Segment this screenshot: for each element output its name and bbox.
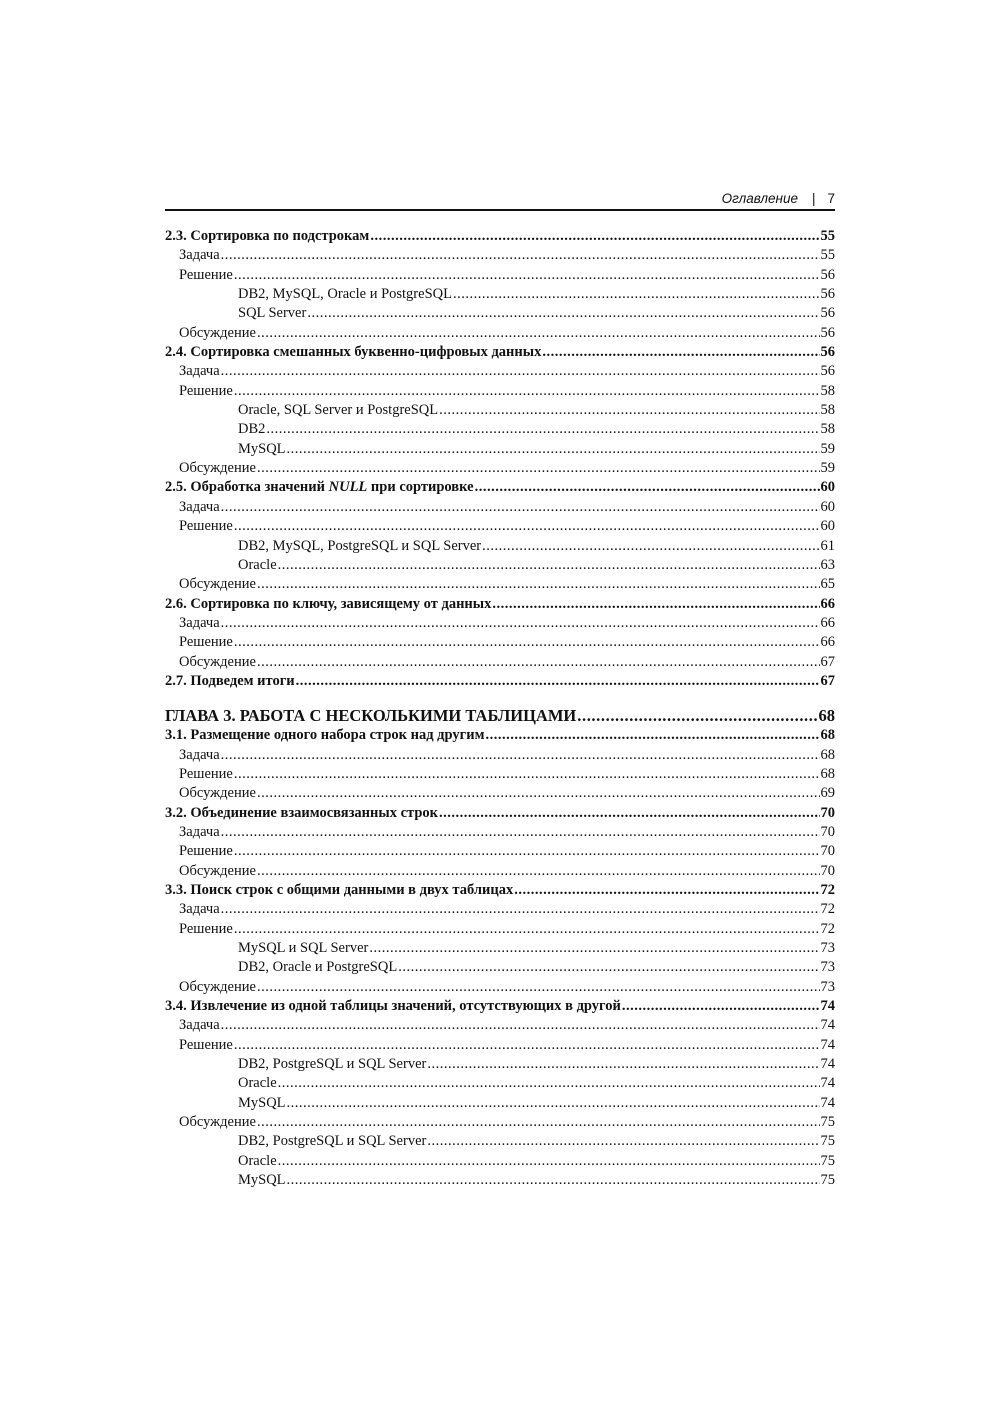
toc-entry[interactable]	[165, 653, 835, 672]
toc-section-entry[interactable]	[165, 478, 835, 497]
dot-leader	[398, 958, 819, 977]
dot-leader	[427, 1132, 819, 1151]
toc-entry-page: 74	[820, 998, 835, 1015]
toc-entry-title: Обсуждение	[179, 785, 256, 802]
toc-entry[interactable]	[165, 324, 835, 343]
toc-entry-page: 75	[820, 1172, 835, 1189]
toc-entry-title: Решение	[179, 843, 233, 860]
toc-entry-page: 74	[820, 1056, 835, 1073]
toc-entry-title: Oracle, SQL Server и PostgreSQL	[238, 402, 439, 419]
dot-leader	[482, 537, 819, 556]
toc-entry-title: MySQL	[238, 440, 286, 457]
dot-leader	[369, 939, 819, 958]
toc-entry[interactable]	[165, 900, 835, 919]
toc-entry[interactable]	[165, 401, 835, 420]
toc-section-entry[interactable]	[165, 343, 835, 362]
toc-entry-title: DB2, MySQL, Oracle и PostgreSQL	[238, 286, 452, 303]
toc-chapter-entry[interactable]	[165, 706, 835, 726]
toc-entry-page: 75	[820, 1152, 835, 1169]
dot-leader	[257, 1113, 820, 1132]
toc-entry[interactable]	[165, 1055, 835, 1074]
toc-entry-title: Обсуждение	[179, 978, 256, 995]
dot-leader	[542, 343, 819, 362]
toc-entry[interactable]	[165, 304, 835, 323]
dot-leader	[234, 382, 820, 401]
toc-entry-title: Решение	[179, 382, 233, 399]
toc-entry-page: 68	[820, 727, 835, 744]
toc-entry[interactable]	[165, 765, 835, 784]
page-number: 7	[827, 190, 835, 206]
toc-entry[interactable]	[165, 1016, 835, 1035]
toc-entry-page: 60	[820, 479, 835, 496]
dot-leader	[257, 784, 820, 803]
toc-entry-title: SQL Server	[238, 305, 307, 322]
toc-entry[interactable]	[165, 1171, 835, 1190]
dot-leader	[257, 459, 820, 478]
toc-entry-page: 74	[820, 1075, 835, 1092]
toc-entry[interactable]	[165, 958, 835, 977]
dot-leader	[287, 1171, 820, 1190]
toc-entry-page: 56	[820, 266, 835, 283]
toc-entry-title: Задача	[179, 498, 220, 515]
dot-leader	[221, 1016, 820, 1035]
toc-entry-title: MySQL и SQL Server	[238, 940, 369, 957]
toc-section-entry[interactable]	[165, 672, 835, 691]
toc-entry-page: 59	[820, 460, 835, 477]
toc-entry-title: 3.3. Поиск строк с общими данными в двух таблицах	[165, 882, 514, 898]
toc-entry[interactable]	[165, 1036, 835, 1055]
toc-entry-title: Задача	[179, 614, 220, 631]
toc-entry-title: Решение	[179, 765, 233, 782]
toc-entry-page: 72	[820, 901, 835, 918]
toc-entry-page: 63	[820, 556, 835, 573]
toc-entry[interactable]	[165, 1094, 835, 1113]
toc-entry-title: Задача	[179, 1017, 220, 1034]
dot-leader	[439, 401, 819, 420]
dot-leader	[307, 304, 819, 323]
toc-entry[interactable]	[165, 459, 835, 478]
table-of-contents	[165, 227, 835, 1191]
toc-entry[interactable]	[165, 556, 835, 575]
dot-leader	[234, 920, 820, 939]
toc-entry-title: 2.6. Сортировка по ключу, зависящему от данных	[165, 595, 492, 612]
dot-leader	[475, 478, 820, 497]
toc-entry-title: Oracle	[238, 1075, 277, 1092]
toc-entry-page: 69	[820, 785, 835, 802]
toc-entry-page: 75	[820, 1133, 835, 1150]
toc-entry-title: MySQL	[238, 1094, 286, 1111]
dot-leader	[453, 285, 820, 304]
dot-leader	[257, 324, 820, 343]
dot-leader	[278, 1152, 820, 1171]
toc-entry-title: DB2	[238, 421, 266, 438]
dot-leader	[278, 556, 820, 575]
toc-entry[interactable]	[165, 575, 835, 594]
dot-leader	[234, 765, 820, 784]
toc-entry-page: 56	[820, 305, 835, 322]
toc-entry-page: 74	[820, 1036, 835, 1053]
toc-entry-page: 58	[820, 402, 835, 419]
toc-entry-page: 65	[820, 576, 835, 593]
toc-entry-title: ГЛАВА 3. РАБОТА С НЕСКОЛЬКИМИ ТАБЛИЦАМИ	[165, 706, 577, 726]
dot-leader	[221, 614, 820, 633]
dot-leader	[485, 726, 819, 745]
dot-leader	[257, 862, 820, 881]
toc-entry-title: Обсуждение	[179, 653, 256, 670]
toc-entry[interactable]	[165, 285, 835, 304]
dot-leader	[257, 978, 820, 997]
toc-entry[interactable]	[165, 862, 835, 881]
toc-entry-title: MySQL	[238, 1172, 286, 1189]
toc-entry-title: Обсуждение	[179, 1114, 256, 1131]
toc-entry-title: Обсуждение	[179, 862, 256, 879]
toc-entry[interactable]	[165, 362, 835, 381]
toc-entry-page: 66	[820, 614, 835, 631]
dot-leader	[234, 266, 820, 285]
dot-leader	[234, 1036, 820, 1055]
toc-entry[interactable]	[165, 1074, 835, 1093]
toc-entry-page: 60	[820, 518, 835, 535]
dot-leader	[221, 746, 820, 765]
toc-entry[interactable]	[165, 1132, 835, 1151]
toc-entry-page: 67	[820, 672, 835, 689]
dot-leader	[221, 246, 820, 265]
dot-leader	[221, 823, 820, 842]
toc-entry-title: Задача	[179, 746, 220, 763]
toc-section-entry[interactable]	[165, 227, 835, 246]
toc-entry[interactable]	[165, 784, 835, 803]
dot-leader	[514, 881, 819, 900]
dot-leader	[296, 672, 820, 691]
dot-leader	[577, 706, 817, 726]
toc-entry-page: 68	[820, 746, 835, 763]
toc-entry-title: Решение	[179, 634, 233, 651]
running-header	[165, 187, 835, 211]
toc-entry-title: Задача	[179, 901, 220, 918]
toc-entry[interactable]	[165, 746, 835, 765]
toc-entry-title: 3.2. Объединение взаимосвязанных строк	[165, 804, 438, 821]
dot-leader	[234, 842, 820, 861]
dot-leader	[287, 440, 820, 459]
toc-entry-page: 70	[820, 823, 835, 840]
toc-entry-title: Задача	[179, 823, 220, 840]
header-title: Оглавление	[721, 190, 798, 206]
toc-entry-page: 61	[820, 537, 835, 554]
toc-entry-page: 58	[820, 382, 835, 399]
toc-entry-page: 74	[820, 1017, 835, 1034]
toc-entry-page: 73	[820, 959, 835, 976]
toc-entry-title: Задача	[179, 247, 220, 264]
toc-entry[interactable]	[165, 420, 835, 439]
toc-entry-title: 2.3. Сортировка по подстрокам	[165, 228, 370, 244]
toc-entry-page: 72	[820, 882, 835, 898]
toc-entry-title: Решение	[179, 920, 233, 937]
dot-leader	[492, 595, 819, 614]
dot-leader	[622, 997, 820, 1016]
toc-entry-page: 56	[820, 286, 835, 303]
toc-section-entry[interactable]	[165, 726, 835, 745]
toc-entry-page: 56	[820, 324, 835, 341]
toc-entry-title: Oracle	[238, 556, 277, 573]
toc-entry-page: 73	[820, 940, 835, 957]
toc-entry[interactable]	[165, 614, 835, 633]
dot-leader	[221, 900, 820, 919]
toc-section-entry[interactable]	[165, 881, 835, 900]
null-keyword: NULL	[328, 479, 368, 496]
dot-leader	[278, 1074, 820, 1093]
toc-entry-page: 56	[820, 344, 835, 361]
toc-entry[interactable]	[165, 246, 835, 265]
toc-entry-page: 74	[820, 1094, 835, 1111]
dot-leader	[439, 804, 820, 823]
toc-entry-page: 68	[818, 706, 835, 726]
toc-entry-page: 66	[820, 634, 835, 651]
toc-entry-title: Обсуждение	[179, 576, 256, 593]
toc-entry[interactable]	[165, 517, 835, 536]
toc-entry-page: 55	[820, 247, 835, 264]
toc-entry[interactable]	[165, 823, 835, 842]
toc-entry-title: 3.4. Извлечение из одной таблицы значений, отсутствующих в другой	[165, 998, 621, 1015]
toc-entry[interactable]	[165, 440, 835, 459]
dot-leader	[234, 633, 820, 652]
toc-entry[interactable]	[165, 633, 835, 652]
toc-entry-page: 58	[820, 421, 835, 438]
toc-entry-title: Решение	[179, 266, 233, 283]
toc-entry-page: 70	[820, 804, 835, 821]
toc-entry-page: 55	[820, 228, 835, 244]
toc-entry-title: Решение	[179, 1036, 233, 1053]
toc-entry-title: DB2, MySQL, PostgreSQL и SQL Server	[238, 537, 482, 554]
toc-section-entry[interactable]	[165, 997, 835, 1016]
dot-leader	[257, 653, 820, 672]
toc-entry-page: 67	[820, 653, 835, 670]
toc-entry-title: 2.7. Подведем итоги	[165, 672, 295, 689]
toc-entry-page: 72	[820, 920, 835, 937]
toc-entry-page: 60	[820, 498, 835, 515]
toc-entry-title: 3.1. Размещение одного набора строк над другим	[165, 727, 485, 744]
toc-entry[interactable]	[165, 266, 835, 285]
toc-entry-title: DB2, Oracle и PostgreSQL	[238, 959, 398, 976]
toc-entry-title: 2.4. Сортировка смешанных буквенно-цифровых данных	[165, 344, 542, 361]
toc-entry[interactable]	[165, 1113, 835, 1132]
toc-entry[interactable]	[165, 842, 835, 861]
dot-leader	[257, 575, 820, 594]
toc-entry-page: 66	[820, 595, 835, 612]
toc-section-entry[interactable]	[165, 595, 835, 614]
dot-leader	[287, 1094, 820, 1113]
toc-entry-title: Задача	[179, 363, 220, 380]
toc-entry[interactable]	[165, 537, 835, 556]
dot-leader	[221, 498, 820, 517]
toc-entry-page: 70	[820, 862, 835, 879]
toc-entry-title: DB2, PostgreSQL и SQL Server	[238, 1056, 427, 1073]
toc-entry[interactable]	[165, 382, 835, 401]
dot-leader	[266, 420, 819, 439]
toc-entry[interactable]	[165, 978, 835, 997]
toc-entry-page: 56	[820, 363, 835, 380]
toc-entry[interactable]	[165, 1152, 835, 1171]
dot-leader	[234, 517, 820, 536]
dot-leader	[221, 362, 820, 381]
toc-entry[interactable]	[165, 920, 835, 939]
toc-entry-title: Обсуждение	[179, 460, 256, 477]
toc-entry-title: 2.5. Обработка значений NULL при сортировке	[165, 479, 474, 496]
toc-entry-page: 70	[820, 843, 835, 860]
toc-entry[interactable]	[165, 498, 835, 517]
toc-entry-title: Oracle	[238, 1152, 277, 1169]
toc-entry-title: Решение	[179, 518, 233, 535]
toc-entry-page: 73	[820, 978, 835, 995]
toc-section-entry[interactable]	[165, 804, 835, 823]
toc-entry[interactable]	[165, 939, 835, 958]
header-separator: |	[811, 190, 816, 206]
toc-entry-title: DB2, PostgreSQL и SQL Server	[238, 1133, 427, 1150]
toc-entry-title: Обсуждение	[179, 324, 256, 341]
toc-entry-page: 59	[820, 440, 835, 457]
dot-leader	[427, 1055, 819, 1074]
toc-entry-page: 75	[820, 1114, 835, 1131]
dot-leader	[370, 227, 819, 246]
toc-entry-page: 68	[820, 765, 835, 782]
